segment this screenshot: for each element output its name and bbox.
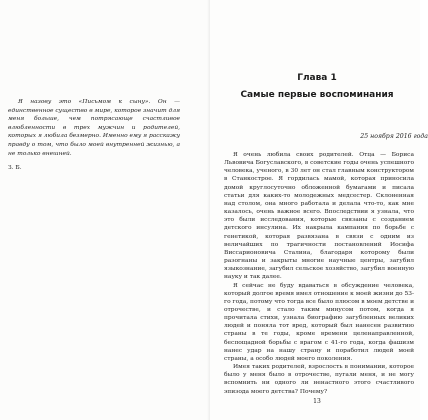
page-number: 13 (313, 398, 321, 405)
chapter-title: Самые первые воспоминания (240, 90, 394, 100)
left-page (0, 0, 210, 420)
chapter-number: Глава 1 (297, 73, 337, 83)
body-paragraph: Я очень любила своих родителей. Отца — Бориса Львовича Богуславского, в советские годы очень успешного человека, ученого, в 30 лет он стал главным конструктором в Станкострое. Я гордилась мамой, которая приносила домой круглосуточно обложенной бумагами и писала статьи для каких-то молодежных медсестер. Склоненная над столом, она много работала и делала что-то, как мне казалось, очень важное всего. Впоследствии я узнала, что это были исследования, которые связаны с созданием детского инсулина. Их накрыла кампания по борьбе с генетикой, которая развязана в связи с одним из величайших по трагичности постановлений Иосифа Виссарионовича Сталина, благодаря которому были разогнаны и закрыты многие научные центры, загубил языкознание, загубил сельское хозяйство, загубил военную науку и так далее. (224, 152, 414, 281)
chapter-date: 25 ноября 2016 года (360, 133, 428, 140)
epigraph (8, 98, 180, 173)
body-paragraph: Имея таких родителей, взрослость в понимании, которое было у меня было в отрочестве, пугали меня, и не могу вспомнить ни одного ли ненастного этого счастливого эпизода моего детства? Почему? (224, 364, 414, 395)
chapter-body (224, 151, 414, 396)
right-page (210, 0, 428, 420)
epigraph-signature: З. Б. (8, 165, 22, 172)
epigraph-paragraph: Я назову это «Письмом к сыну». Он — единственное существо в мире, которое значит для меня больше, чем потрясающе счастливое влюбленности в трех мужчин и родителей, которых я любила безмерно. Именно ему я расскажу правду о том, что было моей внутренней жизнью, а не только внешней. (8, 99, 180, 157)
body-paragraph: Я сейчас не буду вдаваться в обсуждение человека, который долгое время имел отношение к моей жизни до 53-го года, потому что тогда все было плюсом в моем детстве и отрочестве, и стало таким минусом потом, когда я прочитала стихи, узнала биографию загубленных великих людей и поняла тот вред, который был нанесен развитию страны в те годы, кроме времени целенаправленной, беспощадной борьбы с врагом с 41-го года, когда фашизм нанес удар на нашу страну и поработил людей моей страны, а особо людей моего поколения. (224, 282, 414, 362)
